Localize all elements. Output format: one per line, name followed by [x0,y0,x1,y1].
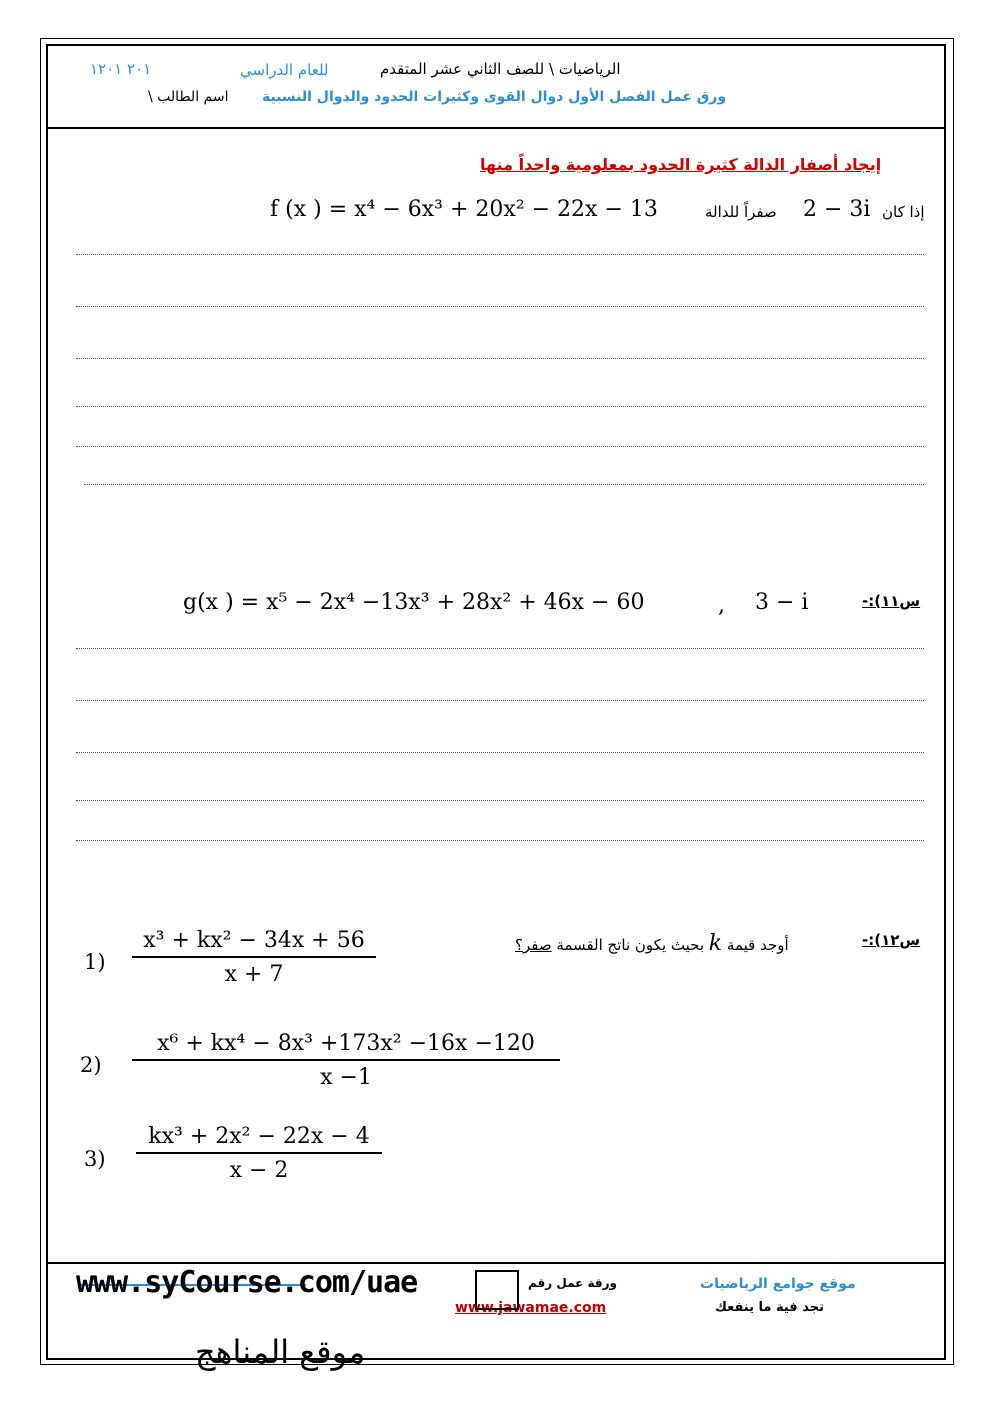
header-year-label: للعام الدراسي [240,61,329,79]
answer-line[interactable] [76,700,924,701]
answer-line[interactable] [76,254,924,255]
answer-line[interactable] [76,800,924,801]
fraction-item-1 [132,928,376,987]
item-number: 3) [84,1147,106,1171]
watermark-url: www.syCourse.com/uae [76,1265,418,1300]
footer-worksheet-number: ورقة عمل رقم [528,1276,617,1290]
q11-zero: 3 − i [755,590,809,615]
q12-label: س١٢):- [862,931,921,949]
q12-variable-text: k [708,931,723,956]
q11-separator: , [718,593,725,618]
q10-middle-text: صفراً للدالة [705,203,777,221]
fraction-bar [136,1152,382,1154]
q10-zero: 2 − 3i [803,197,871,222]
q12-instruction-pre: أوجد قيمة [726,936,789,954]
section-title: إيجاد أصفار الدالة كثيرة الحدود بمعلومية واحداً منها [480,155,882,174]
answer-line[interactable] [76,648,924,649]
answer-line[interactable] [76,306,924,307]
answer-line[interactable] [76,840,924,841]
header-subject: الرياضيات \ للصف الثاني عشر المتقدم [380,60,621,78]
footer-divider [46,1262,944,1264]
fraction-item-2 [132,1031,560,1090]
fraction-bar [132,1059,560,1061]
answer-line[interactable] [76,446,924,447]
q12-instruction [515,931,789,956]
item-number: 2) [80,1053,102,1077]
footer-site-name: موقع جوامع الرياضيات [700,1276,856,1292]
q10-prefix: إذا كان [882,203,925,221]
fraction-numerator: x³ + kx² − 34x + 56 [143,928,365,953]
q12-instruction-mid: بحيث يكون ناتج القسمة [556,936,705,954]
q11-function: g(x ) = x⁵ − 2x⁴ −13x³ + 28x² + 46x − 60 [183,590,645,615]
worksheet-number-box [475,1270,519,1310]
item-number: 1) [84,950,106,974]
answer-line[interactable] [76,752,924,753]
watermark-arabic: موقع المناهج [195,1333,366,1371]
student-name-label: اسم الطالب \ [148,89,229,105]
q12-variable [709,931,722,956]
header-divider [46,127,944,129]
header-year-value: ٢٠١ ١٢٠١ [90,60,152,78]
q11-label: س١١):- [862,592,921,610]
footer-tagline: تجد فية ما ينفعك [715,1300,824,1315]
answer-line[interactable] [84,484,924,485]
footer-site-link[interactable]: www.jawamae.com [455,1300,607,1316]
answer-line[interactable] [76,358,924,359]
q10-function: f (x ) = x⁴ − 6x³ + 20x² − 22x − 13 [270,197,658,222]
fraction-denominator: x −1 [320,1065,372,1090]
fraction-item-3 [136,1124,382,1183]
q12-instruction-end: صفر؟ [515,936,552,954]
fraction-numerator: x⁶ + kx⁴ − 8x³ +173x² −16x −120 [157,1031,535,1056]
worksheet-title: ورق عمل الفصل الأول دوال القوى وكثيرات الحدود والدوال النسبية [262,89,727,105]
fraction-numerator: kx³ + 2x² − 22x − 4 [148,1124,370,1149]
fraction-bar [132,956,376,958]
answer-line[interactable] [76,406,924,407]
fraction-denominator: x − 2 [229,1158,289,1183]
fraction-denominator: x + 7 [224,962,284,987]
